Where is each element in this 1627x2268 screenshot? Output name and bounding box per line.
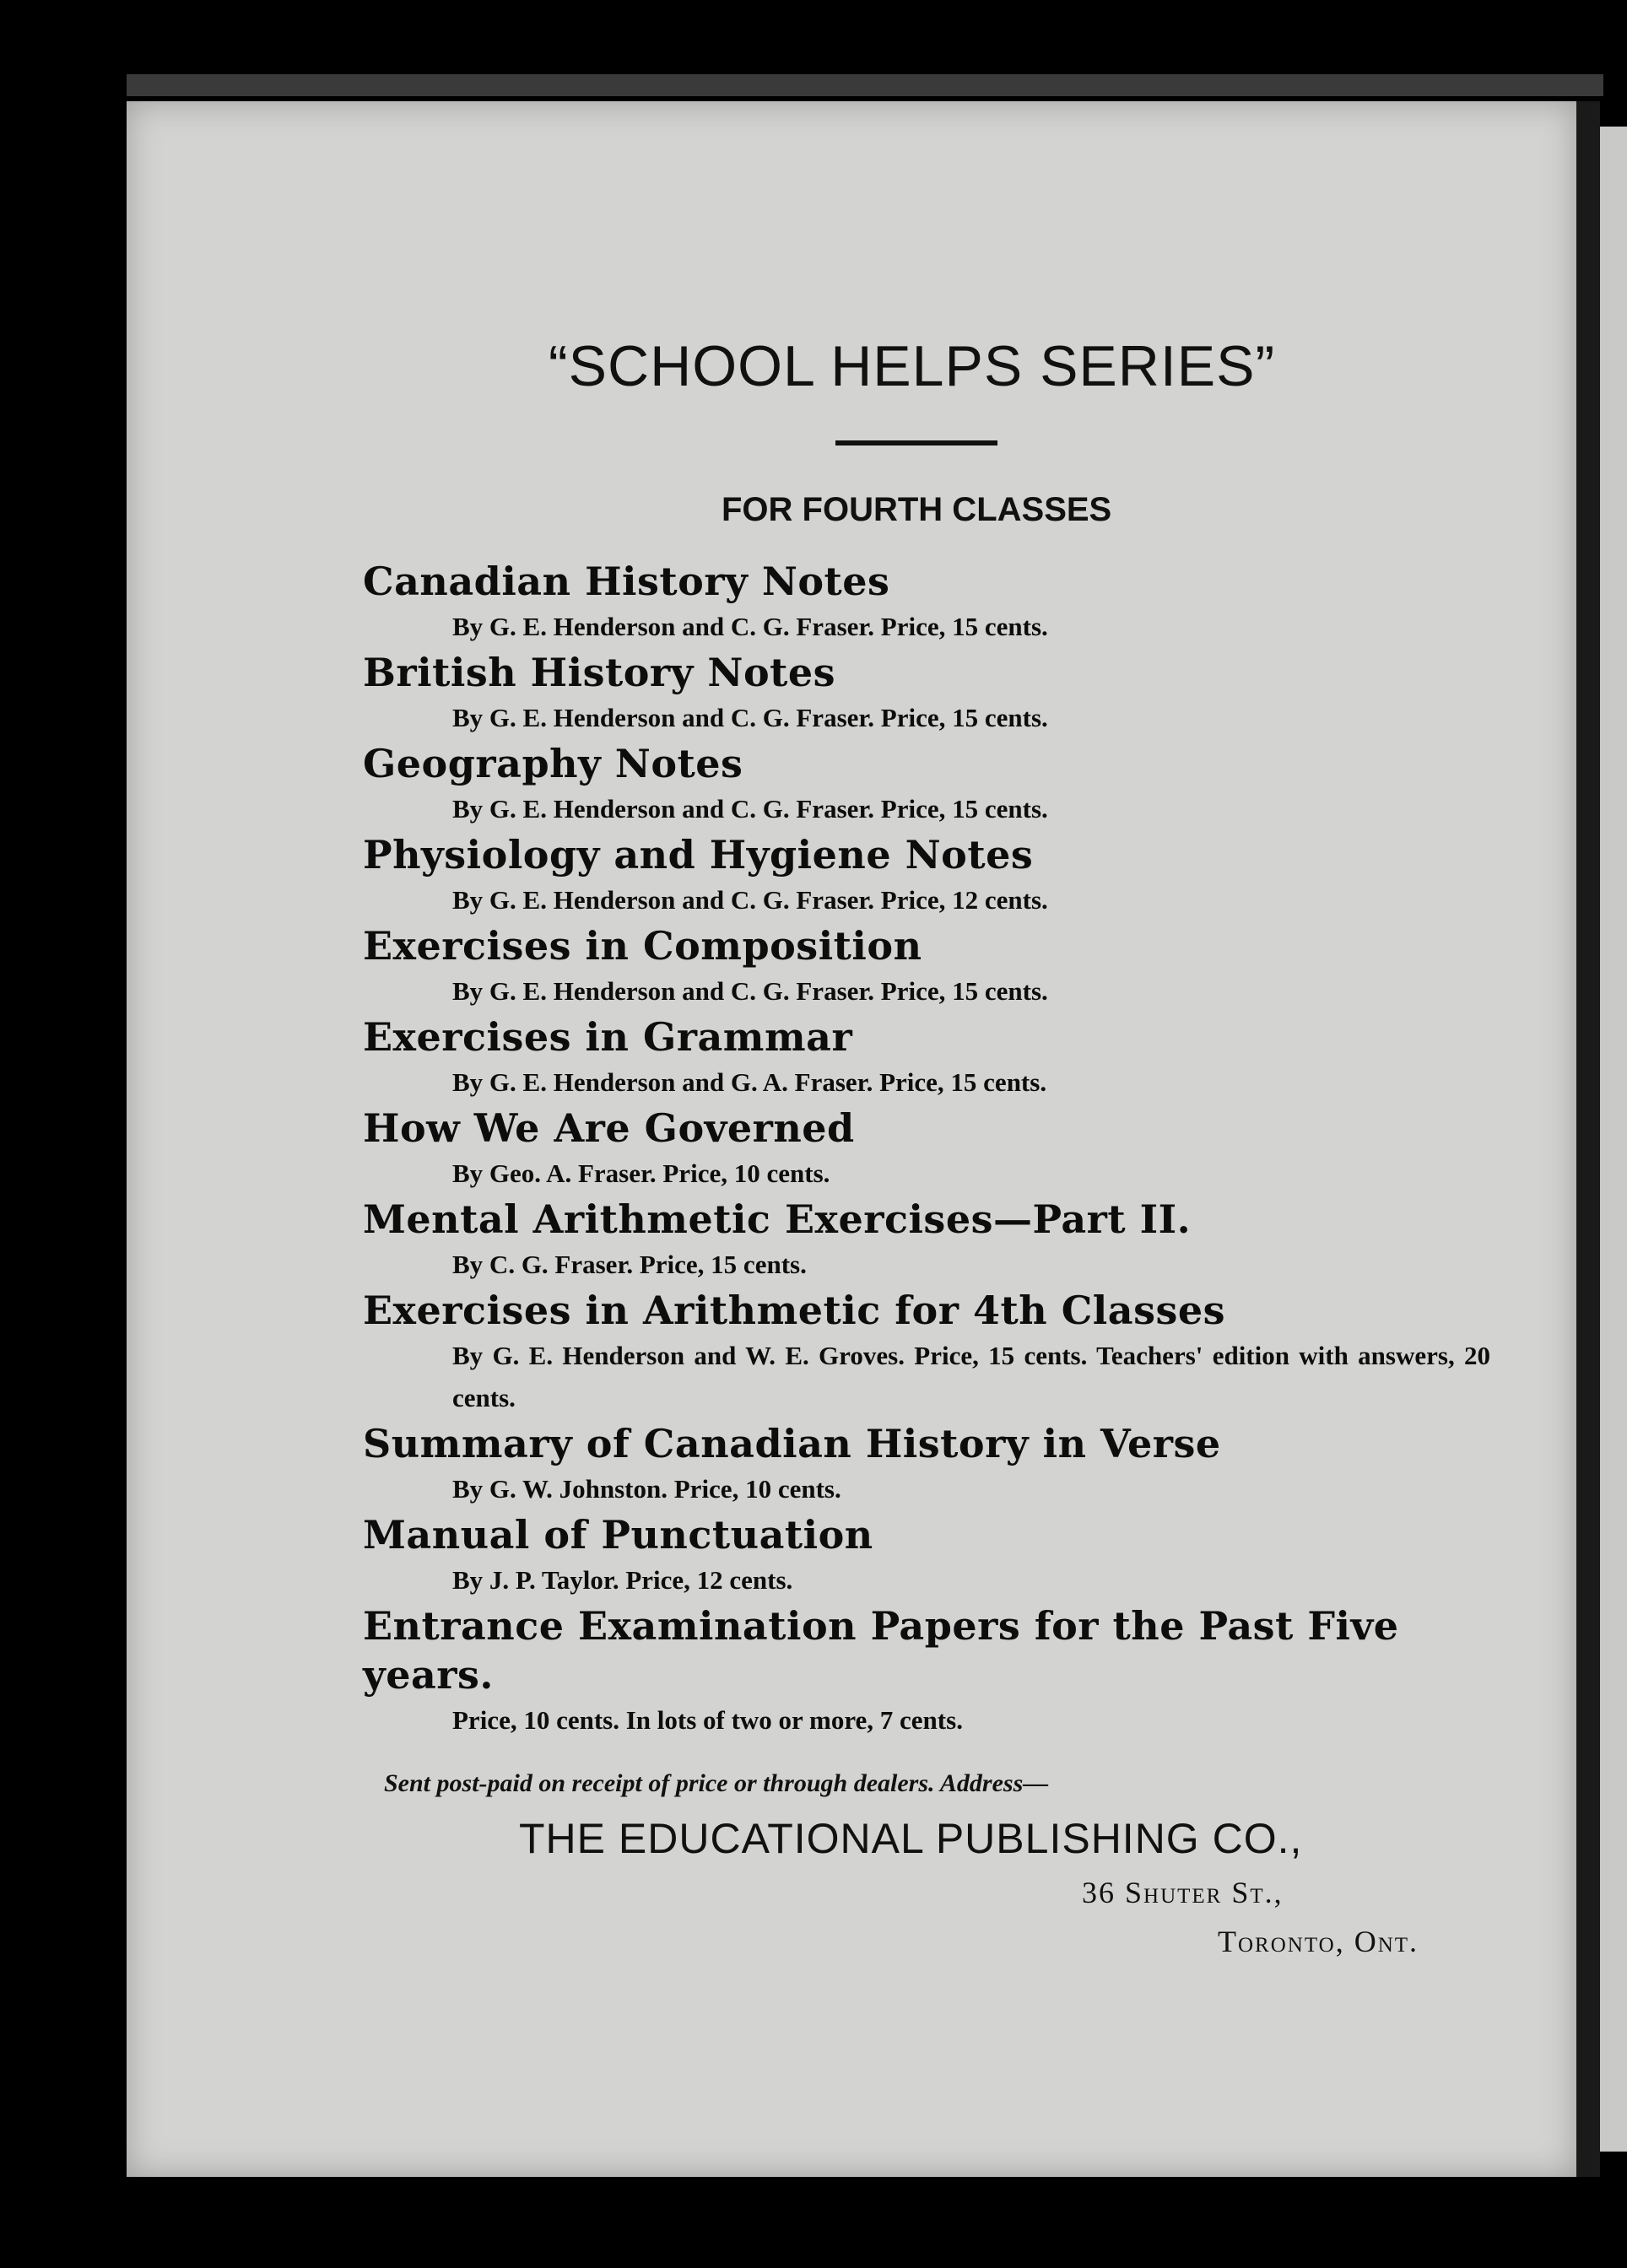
entry-title: Exercises in Composition [363,923,922,969]
entry-detail: By G. W. Johnston. Price, 10 cents. [452,1474,841,1504]
list-item [363,1419,1502,1510]
title-rule [835,440,997,446]
entry-title: Exercises in Arithmetic for 4th Classes [363,1288,1226,1333]
entry-detail: By G. E. Henderson and W. E. Groves. Price, 15 cents. Teachers' edition with answers, 20 cents. [452,1341,1490,1412]
entry-title: Entrance Examination Papers for the Past Five years. [363,1603,1399,1698]
list-item [363,1510,1502,1601]
entry-detail: By G. E. Henderson and C. G. Fraser. Price, 15 cents. [452,612,1048,641]
entry-title: Canadian History Notes [363,559,890,604]
entry-detail: By G. E. Henderson and C. G. Fraser. Price, 15 cents. [452,976,1048,1006]
list-item [363,1195,1502,1286]
subheading: FOR FOURTH CLASSES [722,491,1112,528]
list-item [363,1286,1502,1419]
list-item [363,557,1502,648]
entry-detail: By Geo. A. Fraser. Price, 10 cents. [452,1158,830,1188]
list-item [363,1012,1502,1104]
facing-page-edge [1600,127,1627,2152]
entry-detail: By G. E. Henderson and G. A. Fraser. Price, 15 cents. [452,1067,1047,1097]
entry-title: Geography Notes [363,741,743,786]
entry-title: Physiology and Hygiene Notes [363,832,1034,878]
publisher-street: 36 Shuter St., [1082,1876,1284,1909]
entry-title: Mental Arithmetic Exercises—Part II. [363,1196,1192,1242]
entry-title: Summary of Canadian History in Verse [363,1421,1221,1466]
list-item [363,830,1502,921]
postpaid-note: Sent post-paid on receipt of price or through dealers. Address— [384,1769,1049,1797]
list-item [363,1601,1502,1742]
list-item [363,648,1502,739]
entry-detail: By G. E. Henderson and C. G. Fraser. Price, 12 cents. [452,885,1048,915]
publisher-name: THE EDUCATIONAL PUBLISHING CO., [519,1815,1303,1862]
entry-title: Manual of Punctuation [363,1512,873,1558]
publisher-city: Toronto, Ont. [1218,1925,1419,1958]
entry-detail: By J. P. Taylor. Price, 12 cents. [452,1565,793,1595]
entry-title: How We Are Governed [363,1105,855,1151]
entry-detail: By C. G. Fraser. Price, 15 cents. [452,1250,807,1279]
entry-detail: By G. E. Henderson and C. G. Fraser. Price, 15 cents. [452,703,1048,732]
list-item [363,921,1502,1012]
entry-detail: Price, 10 cents. In lots of two or more, 7 cents. [452,1705,963,1735]
entry-detail: By G. E. Henderson and C. G. Fraser. Price, 15 cents. [452,794,1048,824]
entry-title: British History Notes [363,650,836,695]
page-top-edge [127,74,1603,96]
series-title: “SCHOOL HELPS SERIES” [549,334,1276,398]
list-item [363,739,1502,830]
entry-title: Exercises in Grammar [363,1014,853,1060]
list-item [363,1104,1502,1195]
book-spine-edge [1576,101,1600,2177]
